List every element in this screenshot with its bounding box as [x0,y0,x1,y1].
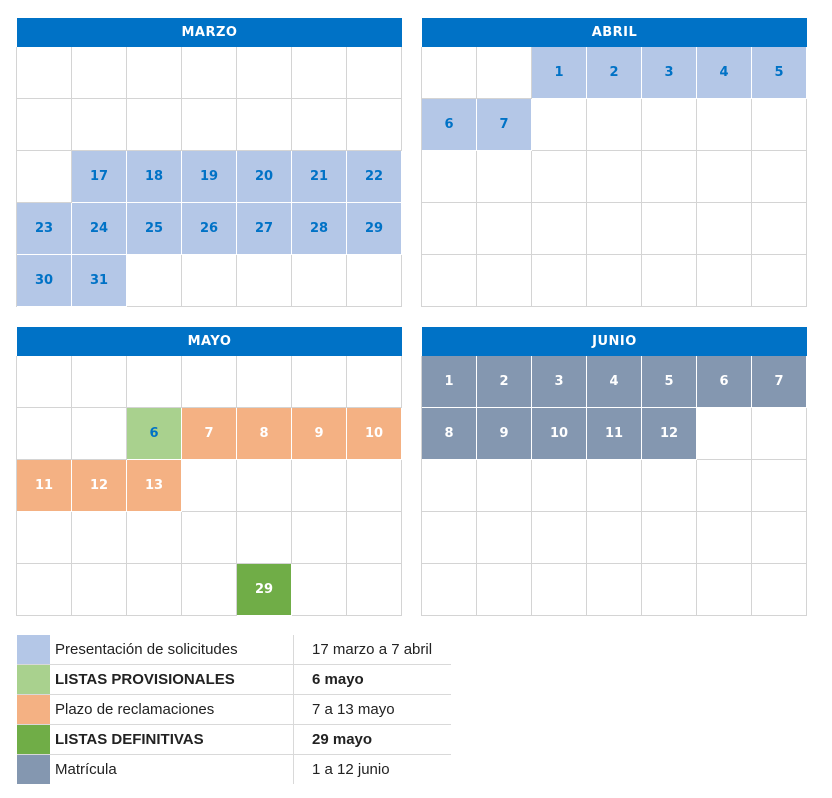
calendar-empty-cell [292,460,347,512]
calendar-empty-cell [422,255,477,307]
calendar-empty-cell [72,47,127,99]
calendar-day-matricula: 8 [422,408,477,460]
legend-dates: 17 marzo a 7 abril [312,641,433,658]
calendar-grid [421,356,807,616]
calendar-empty-cell [477,512,532,564]
calendar-day-matricula: 1 [422,356,477,408]
calendar-empty-cell [347,564,402,616]
calendar-empty-cell [422,512,477,564]
legend-dates: 1 a 12 junio [312,761,390,778]
calendar-empty-cell [237,47,292,99]
calendar-empty-cell [182,255,237,307]
calendar-day-matricula: 11 [587,408,642,460]
legend-swatch [17,665,50,694]
calendar-empty-cell [697,151,752,203]
calendar-day-presentacion: 21 [292,151,347,203]
calendar-empty-cell [127,47,182,99]
calendar-day-presentacion: 31 [72,255,127,307]
calendar-day-reclamacion: 8 [237,408,292,460]
legend-table [17,635,451,784]
calendar-empty-cell [292,356,347,408]
calendar-empty-cell [182,460,237,512]
calendar-empty-cell [237,512,292,564]
calendar-empty-cell [752,203,807,255]
calendar-empty-cell [347,47,402,99]
calendar-empty-cell [697,512,752,564]
calendar-empty-cell [347,356,402,408]
legend-label: Presentación de solicitudes [50,635,294,664]
legend-row [17,635,451,665]
calendar-day-matricula: 4 [587,356,642,408]
legend-label: Matrícula [50,755,294,784]
calendar-empty-cell [587,564,642,616]
calendar-empty-cell [642,203,697,255]
calendar-empty-cell [532,203,587,255]
calendar-empty-cell [292,564,347,616]
calendar-day-reclamacion: 9 [292,408,347,460]
calendar-empty-cell [477,151,532,203]
calendar-day-presentacion: 29 [347,203,402,255]
legend-label: LISTAS PROVISIONALES [50,665,294,694]
legend-row [17,755,451,784]
calendar-empty-cell [292,99,347,151]
calendar-empty-cell [587,512,642,564]
calendar-empty-cell [182,47,237,99]
calendar-day-presentacion: 26 [182,203,237,255]
calendar-empty-cell [752,255,807,307]
month-title: MAYO [17,327,402,356]
calendar-empty-cell [72,356,127,408]
calendar-day-presentacion: 18 [127,151,182,203]
calendar-empty-cell [532,460,587,512]
calendar-empty-cell [697,460,752,512]
calendar-day-presentacion: 7 [477,99,532,151]
calendar-empty-cell [587,460,642,512]
calendar-empty-cell [642,151,697,203]
legend-swatch [17,725,50,754]
calendar-empty-cell [182,564,237,616]
calendar-grid [16,356,402,616]
calendar-empty-cell [17,99,72,151]
calendar-empty-cell [642,99,697,151]
calendar-empty-cell [752,564,807,616]
calendar-day-presentacion: 19 [182,151,237,203]
legend-row [17,725,451,755]
calendar-empty-cell [72,564,127,616]
calendar-empty-cell [237,460,292,512]
calendar-day-provisional: 6 [127,408,182,460]
calendar-empty-cell [752,512,807,564]
legend-swatch [17,695,50,724]
calendar-empty-cell [237,99,292,151]
calendar-empty-cell [182,356,237,408]
calendar-empty-cell [422,203,477,255]
month-junio [422,327,807,616]
calendar-empty-cell [477,564,532,616]
calendar-day-presentacion: 25 [127,203,182,255]
calendar-empty-cell [17,408,72,460]
calendar-empty-cell [127,255,182,307]
calendar-empty-cell [347,99,402,151]
calendar-day-reclamacion: 7 [182,408,237,460]
calendar-empty-cell [237,255,292,307]
calendar-day-matricula: 10 [532,408,587,460]
calendar-empty-cell [72,512,127,564]
calendar-empty-cell [752,460,807,512]
calendar-day-presentacion: 4 [697,47,752,99]
calendar-day-presentacion: 27 [237,203,292,255]
calendar-day-presentacion: 2 [587,47,642,99]
calendar-empty-cell [17,564,72,616]
calendar-day-presentacion: 17 [72,151,127,203]
calendar-empty-cell [752,99,807,151]
legend-swatch [17,635,50,664]
calendar-empty-cell [752,151,807,203]
calendar-empty-cell [422,460,477,512]
calendar-grid [421,47,807,307]
calendar-empty-cell [17,356,72,408]
calendar-day-presentacion: 5 [752,47,807,99]
calendar-empty-cell [17,47,72,99]
calendar-day-presentacion: 28 [292,203,347,255]
month-title: ABRIL [422,18,807,47]
calendar-empty-cell [292,47,347,99]
calendar-day-matricula: 3 [532,356,587,408]
calendar-day-reclamacion: 11 [17,460,72,512]
calendar-empty-cell [237,356,292,408]
calendar-empty-cell [72,408,127,460]
calendar-day-presentacion: 30 [17,255,72,307]
calendar-day-presentacion: 3 [642,47,697,99]
calendar-day-matricula: 2 [477,356,532,408]
calendar-empty-cell [587,203,642,255]
calendar-empty-cell [532,151,587,203]
calendar-empty-cell [697,255,752,307]
month-title: JUNIO [422,327,807,356]
calendar-day-definitiva: 29 [237,564,292,616]
calendar-empty-cell [697,408,752,460]
calendar-day-presentacion: 1 [532,47,587,99]
calendar-empty-cell [532,99,587,151]
calendar-empty-cell [347,255,402,307]
calendar-day-reclamacion: 13 [127,460,182,512]
calendar-empty-cell [532,255,587,307]
calendar-empty-cell [477,47,532,99]
calendar-day-matricula: 9 [477,408,532,460]
calendar-empty-cell [587,255,642,307]
calendar-day-matricula: 7 [752,356,807,408]
legend-row [17,665,451,695]
calendar-empty-cell [347,460,402,512]
calendar-empty-cell [587,99,642,151]
calendar-empty-cell [642,255,697,307]
month-abril [422,18,807,307]
calendar-empty-cell [697,564,752,616]
calendar-empty-cell [642,460,697,512]
calendar-day-presentacion: 22 [347,151,402,203]
calendar-empty-cell [532,512,587,564]
month-title: MARZO [17,18,402,47]
calendar-empty-cell [697,203,752,255]
calendar-day-matricula: 6 [697,356,752,408]
calendar-empty-cell [292,512,347,564]
calendar-empty-cell [642,564,697,616]
calendar-empty-cell [292,255,347,307]
calendar-day-reclamacion: 12 [72,460,127,512]
legend-dates: 7 a 13 mayo [312,701,395,718]
calendar-empty-cell [422,564,477,616]
calendar-empty-cell [17,512,72,564]
calendar-empty-cell [752,408,807,460]
legend-dates: 29 mayo [312,731,373,748]
calendar-empty-cell [697,99,752,151]
calendar-empty-cell [477,460,532,512]
calendar-empty-cell [127,512,182,564]
calendar-empty-cell [182,512,237,564]
legend-dates: 6 mayo [312,671,364,688]
calendar-grid [16,47,402,307]
calendar-day-presentacion: 6 [422,99,477,151]
legend-swatch [17,755,50,784]
month-marzo [17,18,402,307]
legend-label: Plazo de reclamaciones [50,695,294,724]
legend-row [17,695,451,725]
calendar-empty-cell [532,564,587,616]
calendar-empty-cell [642,512,697,564]
calendar-empty-cell [422,47,477,99]
calendar-empty-cell [127,564,182,616]
calendar-empty-cell [587,151,642,203]
calendar-empty-cell [127,99,182,151]
calendar-empty-cell [422,151,477,203]
calendar-empty-cell [477,203,532,255]
legend-label: LISTAS DEFINITIVAS [50,725,294,754]
calendar-day-presentacion: 24 [72,203,127,255]
calendar-day-presentacion: 23 [17,203,72,255]
calendar-day-matricula: 12 [642,408,697,460]
month-mayo [17,327,402,616]
calendar-empty-cell [72,99,127,151]
calendar-empty-cell [477,255,532,307]
calendar-empty-cell [347,512,402,564]
calendar-empty-cell [182,99,237,151]
calendar-empty-cell [127,356,182,408]
calendar-day-reclamacion: 10 [347,408,402,460]
calendar-day-presentacion: 20 [237,151,292,203]
calendar-day-matricula: 5 [642,356,697,408]
calendar-empty-cell [17,151,72,203]
